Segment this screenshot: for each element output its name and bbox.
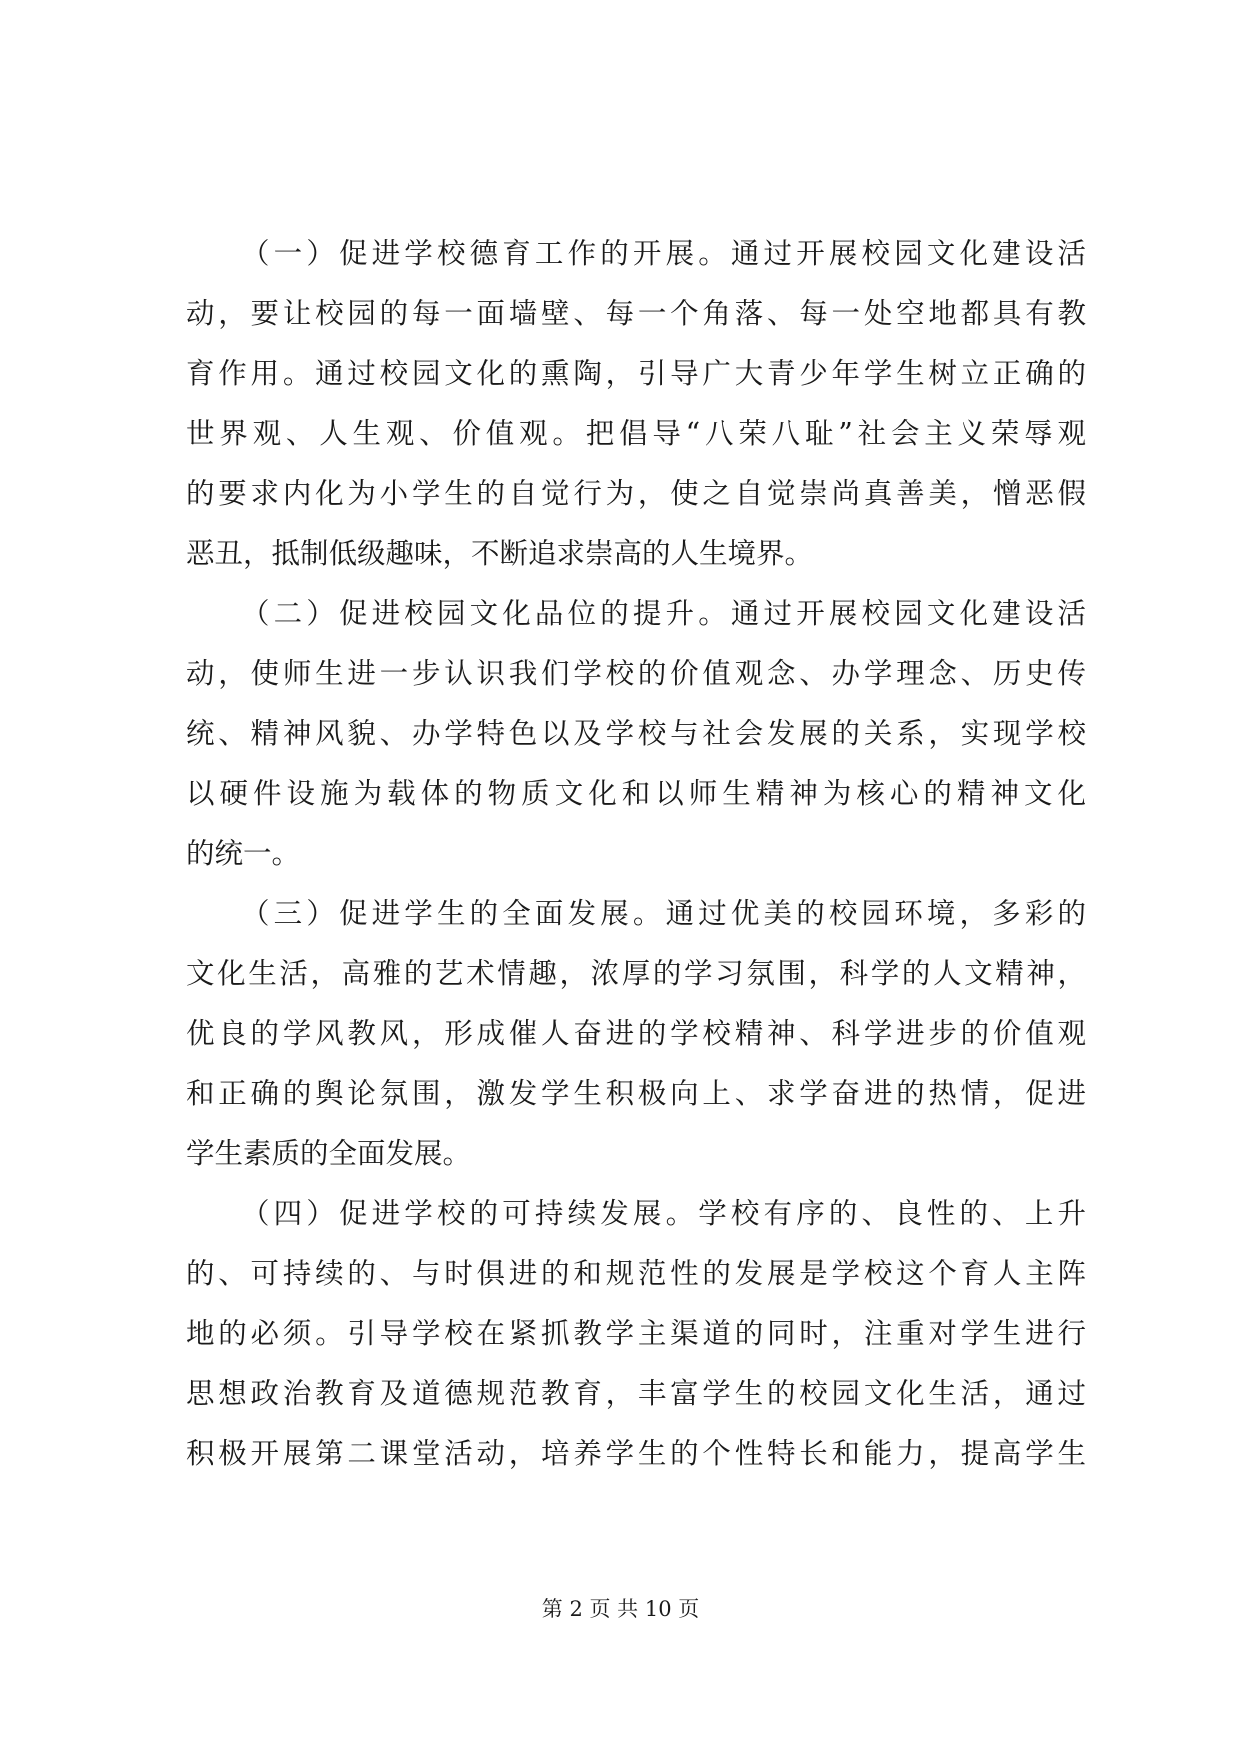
paragraph-2	[186, 584, 1086, 884]
paragraph-line: 统、精神风貌、办学特色以及学校与社会发展的关系，实现学校	[186, 717, 1086, 750]
paragraph-line: 积极开展第二课堂活动，培养学生的个性特长和能力，提高学生	[186, 1437, 1086, 1470]
paragraph-line: （二）促进校园文化品位的提升。通过开展校园文化建设活	[241, 597, 1086, 630]
paragraph-line: 的、可持续的、与时俱进的和规范性的发展是学校这个育人主阵	[186, 1257, 1086, 1290]
paragraph-line: 和正确的舆论氛围，激发学生积极向上、求学奋进的热情，促进	[186, 1077, 1086, 1110]
paragraph-line: 地的必须。引导学校在紧抓教学主渠道的同时，注重对学生进行	[186, 1317, 1086, 1350]
paragraph-line: （三）促进学生的全面发展。通过优美的校园环境，多彩的	[241, 897, 1086, 930]
paragraph-line: 世界观、人生观、价值观。把倡导“八荣八耻”社会主义荣辱观	[186, 417, 1086, 450]
paragraph-line: 的要求内化为小学生的自觉行为，使之自觉崇尚真善美，憎恶假	[186, 477, 1086, 510]
paragraph-line: 学生素质的全面发展。	[186, 1137, 472, 1170]
document-body	[186, 224, 1086, 1484]
paragraph-line: 优良的学风教风，形成催人奋进的学校精神、科学进步的价值观	[186, 1017, 1086, 1050]
paragraph-line: 的统一。	[186, 837, 301, 870]
paragraph-line: （一）促进学校德育工作的开展。通过开展校园文化建设活	[241, 237, 1086, 270]
page-footer	[0, 1595, 1241, 1623]
paragraph-line: 动，使师生进一步认识我们学校的价值观念、办学理念、历史传	[186, 657, 1086, 690]
paragraph-line: 文化生活，高雅的艺术情趣，浓厚的学习氛围，科学的人文精神，	[186, 957, 1086, 990]
paragraph-line: （四）促进学校的可持续发展。学校有序的、良性的、上升	[241, 1197, 1086, 1230]
page-number: 第 2 页 共 10 页	[541, 1597, 700, 1621]
paragraph-line: 育作用。通过校园文化的熏陶，引导广大青少年学生树立正确的	[186, 357, 1086, 390]
paragraph-3	[186, 884, 1086, 1184]
paragraph-4	[186, 1184, 1086, 1484]
paragraph-line: 思想政治教育及道德规范教育，丰富学生的校园文化生活，通过	[186, 1377, 1086, 1410]
paragraph-line: 动，要让校园的每一面墙壁、每一个角落、每一处空地都具有教	[186, 297, 1086, 330]
paragraph-line: 以硬件设施为载体的物质文化和以师生精神为核心的精神文化	[186, 777, 1086, 810]
paragraph-line: 恶丑，抵制低级趣味，不断追求崇高的人生境界。	[186, 537, 814, 570]
paragraph-1	[186, 224, 1086, 584]
